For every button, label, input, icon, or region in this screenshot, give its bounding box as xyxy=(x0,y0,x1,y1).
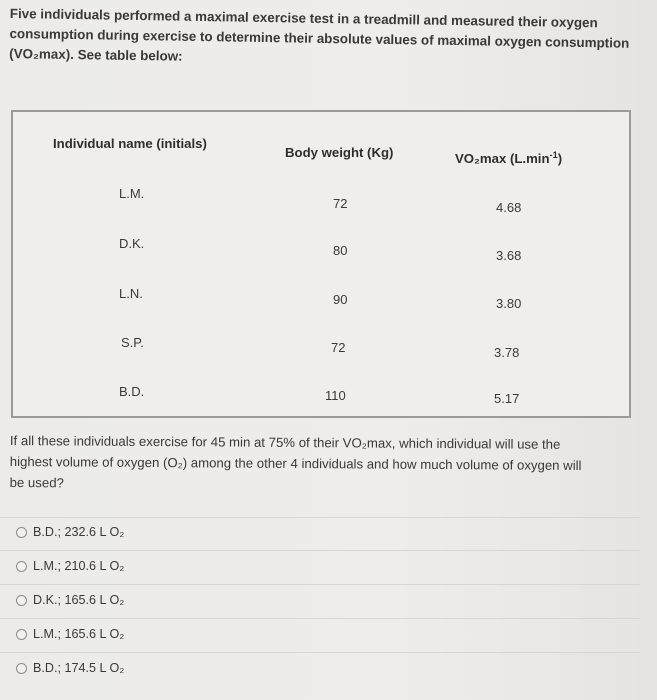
row-2-weight: 80 xyxy=(333,243,348,258)
answer-option-4-label: L.M.; 165.6 L O₂ xyxy=(33,627,125,641)
problem-intro xyxy=(9,4,640,74)
header-vo2-close: ) xyxy=(557,151,563,167)
radio-button[interactable] xyxy=(16,595,27,606)
header-name: Individual name (initials) xyxy=(53,136,207,151)
row-3-vo2: 3.80 xyxy=(496,296,522,311)
options-divider xyxy=(0,550,640,551)
question-line-1: If all these individuals exercise for 45 min at 75% of their VO₂max, which individual will use the xyxy=(9,432,561,452)
radio-button[interactable] xyxy=(16,561,27,572)
intro-line-2: consumption during exercise to determine their absolute values of maximal oxygen consumption xyxy=(9,25,630,51)
header-vo2-sup: -1 xyxy=(549,150,558,160)
header-vo2max xyxy=(455,150,562,166)
radio-button[interactable] xyxy=(16,629,27,640)
options-divider xyxy=(0,652,640,653)
radio-button[interactable] xyxy=(16,527,27,538)
row-4-weight: 72 xyxy=(331,340,346,355)
row-1-weight: 72 xyxy=(333,196,348,211)
question-line-2: highest volume of oxygen (O₂) among the other 4 individuals and how much volume of oxygen will xyxy=(9,453,582,473)
answer-option-3-label: D.K.; 165.6 L O₂ xyxy=(33,593,125,607)
answer-option-4[interactable] xyxy=(16,624,124,644)
options-divider xyxy=(0,584,640,585)
answer-option-2-label: L.M.; 210.6 L O₂ xyxy=(33,559,125,573)
row-1-name: L.M. xyxy=(119,186,145,201)
intro-line-3: (VO₂max). See table below: xyxy=(9,45,183,64)
row-2-vo2: 3.68 xyxy=(496,248,522,263)
row-4-vo2: 3.78 xyxy=(494,345,520,360)
row-1-vo2: 4.68 xyxy=(496,200,522,215)
answer-option-2[interactable] xyxy=(16,556,124,576)
answer-option-5-label: B.D.; 174.5 L O₂ xyxy=(33,661,125,675)
row-3-weight: 90 xyxy=(333,292,348,307)
header-vo2-main: VO₂max (L.min xyxy=(455,151,550,167)
question-line-3: be used? xyxy=(9,474,64,491)
data-table xyxy=(11,110,631,418)
options-divider xyxy=(0,517,640,518)
answer-option-1[interactable] xyxy=(16,522,124,542)
row-3-name: L.N. xyxy=(119,286,143,301)
options-divider xyxy=(0,618,640,619)
row-5-vo2: 5.17 xyxy=(494,391,520,406)
intro-line-1: Five individuals performed a maximal exercise test in a treadmill and measured their oxygen xyxy=(9,5,598,31)
row-5-weight: 110 xyxy=(325,388,346,403)
row-5-name: B.D. xyxy=(119,384,145,399)
question-text xyxy=(10,430,640,497)
header-weight: Body weight (Kg) xyxy=(285,145,394,160)
radio-button[interactable] xyxy=(16,663,27,674)
row-2-name: D.K. xyxy=(119,236,145,251)
answer-option-5[interactable] xyxy=(16,658,124,678)
answer-option-1-label: B.D.; 232.6 L O₂ xyxy=(33,525,125,539)
answer-option-3[interactable] xyxy=(16,590,124,610)
row-4-name: S.P. xyxy=(121,335,144,350)
